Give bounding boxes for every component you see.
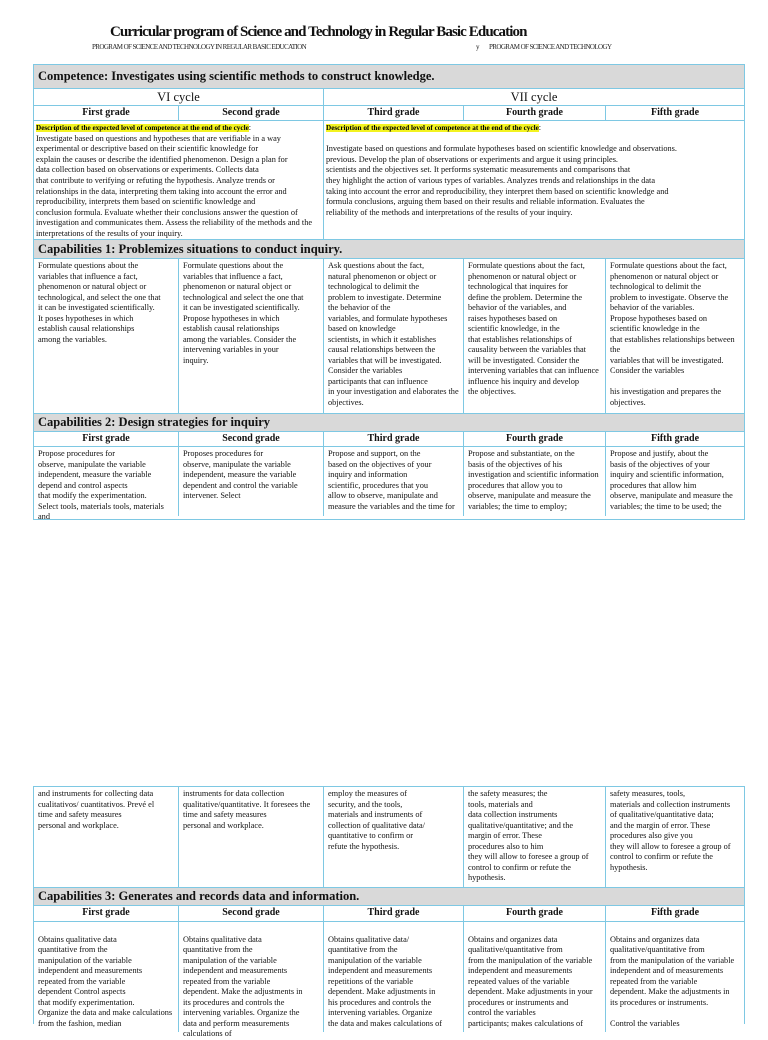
subtitle-separator: y <box>476 43 480 51</box>
document-title: Curricular program of Science and Technology in Regular Basic Education <box>110 24 527 40</box>
document-subtitle-right: PROGRAM OF SCIENCE AND TECHNOLOGY <box>489 43 612 51</box>
cap1-cell-grade-4: Formulate questions about the fact, phenomenon or natural object or technological that inquires for define the problem. Determine the behavior of the variables, and raises hypotheses based on scientific knowledge, in the that establishes relationships of causality between the variables that will be investigated. Consider the intervening variables that can influence influence his inquiry and develop the objectives. <box>464 259 606 413</box>
cap2-cont-grade-5: safety measures, tools, materials and collection instruments of qualitative/quantitative data; and the margin of error. These procedures also give you they will allow to foresee a group of control to confirm or refute the hypothesis. <box>610 789 731 872</box>
cap2-cell-grade-5: Propose and justify, about the basis of the objectives of your inquiry and scientific information, procedures that allow him observe, manipulate and measure the variables; the time to be used; the <box>610 449 733 511</box>
cap3-grade-header-4: Fourth grade <box>464 906 606 921</box>
cap3-grade-header-2: Second grade <box>179 906 324 921</box>
cap2-cell-grade-1: Propose procedures for observe, manipulate the variable independent, measure the variable depend and control aspects that modify the experimentation. Select tools, materials tools, materials and <box>34 447 179 516</box>
cap1-cell-grade-1: Formulate questions about the variables that influence a fact, phenomenon or natural object or technological, and select the one that it can be investigated scientifically. It poses hypotheses in which establish causal relationships among the variables. <box>34 259 179 413</box>
cap2-grade-header-1: First grade <box>34 432 179 446</box>
capability-2-title: Capabilities 2: Design strategies for inquiry <box>34 414 744 432</box>
cap3-grade-header-5: Fifth grade <box>650 907 700 918</box>
cap2-grade-header-2: Second grade <box>179 432 324 446</box>
cap3-grade-header-row <box>34 906 744 922</box>
cycle-row <box>34 89 744 106</box>
grade-header-row <box>34 106 744 121</box>
cap2-grade-header-5: Fifth grade <box>650 433 700 444</box>
cycle-vii-header: VII cycle <box>510 90 558 104</box>
capability-1-row <box>34 259 744 414</box>
grade-header-4: Fourth grade <box>464 106 606 120</box>
description-highlight: Description of the expected level of competence at the end of the cycle <box>36 124 249 132</box>
grade-header-5: Fifth grade <box>650 107 700 118</box>
grade-header-2: Second grade <box>179 106 324 120</box>
description-highlight-vii: Description of the expected level of competence at the end of the cycle <box>326 124 539 132</box>
continuation-table <box>33 786 745 1038</box>
description-vi: Description of the expected level of competence at the end of the cycle: Investigate based on questions and hypotheses that are verifiable in a way experimental or descriptive based on their scientific knowledge for explain the causes or describe the identified phenomenon. Design a plan for data collection based on observations or experiments. Collects data that contribute to verifying or refuting the hypothesis. Analyze trends or relationships in the data, interpreting them taking into account the error and reproducibility, interprets them based on scientific knowledge and conclusion formula. Evaluate whether their conclusions answer the question of investigation and communicates them. Assess the reliability of the methods and the interpretations of the results of your inquiry. <box>34 121 324 239</box>
competence-table <box>33 64 745 520</box>
capability-1-title: Capabilities 1: Problemizes situations to conduct inquiry. <box>34 240 744 259</box>
cap2-cont-grade-2: instruments for data collection qualitative/quantitative. It foresees the time and safety measures personal and workplace. <box>179 787 324 887</box>
cap3-cell-grade-1: Obtains qualitative data quantitative from the manipulation of the variable independent and measurements repeated from the variable dependent Control aspects that modify experimentation. Organize the data and make calculations from the fashion, median <box>34 922 179 1032</box>
cap1-cell-grade-3: Ask questions about the fact, natural phenomenon or object or technological to delimit the problem to investigate. Determine the behavior of the variables, and formulate hypotheses based on knowledge scientists, in which it establishes causal relationships between the variables that will be investigated. Consider the variables participants that can influence in your investigation and elaborates the objectives. <box>324 259 464 413</box>
cap1-cell-grade-2: Formulate questions about the variables that influence a fact, phenomenon or natural object or technological and select the one that it can be investigated scientifically. Propose hypotheses in which establish causal relationships among the variables. Consider the intervening variables in your inquiry. <box>179 259 324 413</box>
cap3-grade-header-1: First grade <box>34 906 179 921</box>
description-vi-text: Investigate based on questions and hypotheses that are verifiable in a way experimental or descriptive based on their scientific knowledge for explain the causes or describe the identified phenomenon. Design a plan for data collection based on observations or experiments. Collects data that contribute to verifying or refuting the hypothesis. Analyze trends or relationships in the data, interpreting them taking into account the error and reproducibility, interprets them based on scientific knowledge and conclusion formula. Evaluate whether their conclusions answer the question of investigation and communicates them. Assess the reliability of the methods and the interpretations of the results of your inquiry. <box>36 133 313 238</box>
cap3-cell-grade-2: Obtains qualitative data quantitative from the manipulation of the variable independent and measurements repeated from the variable dependent. Make the adjustments in its procedures and controls the intervening variables. Organize the data and perform measurements calculations of <box>179 922 324 1032</box>
description-vii: Description of the expected level of competence at the end of the cycle: Investigate based on questions and formulate hypotheses based on scientific knowledge and observations. previous. Develop the plan of observations or experiments and argue it using principles. scientists and the objectives set. It performs systematic measurements and comparisons that they highlight the action of various types of variables. Analyzes trends and relationships in the data taking into account the error and reproducibility, they interpret them based on scientific knowledge and formula conclusions, arguing them based on their results and reliable information. Evaluates the reliability of the methods and interpretations of the results of your inquiry. <box>326 123 677 217</box>
cap2-grade-header-4: Fourth grade <box>464 432 606 446</box>
cap2-cell-grade-4: Propose and substantiate, on the basis of the objectives of his investigation and scientific information procedures that allow you to observe, manipulate and measure the variables; the time to employ; <box>464 447 606 516</box>
cap2-cont-grade-1: and instruments for collecting data cualitativos/ cuantitativos. Prevé el time and safety measures personal and workplace. <box>34 787 179 887</box>
cap2-grade-header-row <box>34 432 744 447</box>
cap3-grade-header-3: Third grade <box>324 906 464 921</box>
cap2-cell-grade-3: Propose and support, on the based on the objectives of your inquiry and information scientific, procedures that you allow to observe, manipulate and measure the variables and the time for <box>324 447 464 516</box>
description-vii-text: Investigate based on questions and formulate hypotheses based on scientific knowledge and observations. previous. Develop the plan of observations or experiments and argue it using principles. scientists and the objectives set. It performs systematic measurements and comparisons that they highlight the action of various types of variables. Analyzes trends and relationships in the data taking into account the error and reproducibility, they interpret them based on scientific knowledge and formula conclusions, arguing them based on their results and reliable information. Evaluates the reliability of the methods and interpretations of the results of your inquiry. <box>326 144 677 217</box>
cap1-cell-grade-5: Formulate questions about the fact, phenomenon or natural object or technological to delimit the problem to investigate. Observe the behavior of the variables. Propose hypotheses based on scientific knowledge in the that establishes relationships between the variables that will be investigated. Consider the variables his investigation and prepares the objectives. <box>610 261 735 407</box>
cycle-vi-header: VI cycle <box>34 89 324 105</box>
cap3-cell-grade-5: Obtains and organizes data qualitative/quantitative from from the manipulation of the variable independent and of measurements repeated from the variable dependent. Make the adjustments in its procedures or instruments. Control the variables <box>610 934 735 1028</box>
capability-3-row <box>34 922 744 1038</box>
cap3-cell-grade-4: Obtains and organizes data qualitative/quantitative from from the manipulation of the variable independent and measurements repeated values of the variable dependent. Make adjustments in your procedures or instruments and control the variables participants; makes calculations of <box>464 922 606 1032</box>
capability-2-row-top <box>34 447 744 521</box>
cap2-cell-grade-2: Proposes procedures for observe, manipulate the variable independent, measure the variable dependent and control the variable intervener. Select <box>179 447 324 516</box>
cap2-cont-grade-3: employ the measures of security, and the tools, materials and instruments of collection of qualitative data/ quantitative to confirm or refute the hypothesis. <box>324 787 464 887</box>
cap2-cont-grade-4: the safety measures; the tools, materials and data collection instruments qualitative/quantitative; and the margin of error. These procedures also to him they will allow to foresee a group of control to confirm or refute the hypothesis. <box>464 787 606 887</box>
cap2-grade-header-3: Third grade <box>324 432 464 446</box>
document-subtitle: PROGRAM OF SCIENCE AND TECHNOLOGY IN REGULAR BASIC EDUCATION <box>92 43 307 51</box>
grade-header-3: Third grade <box>324 106 464 120</box>
capability-2-row-bottom <box>34 787 744 888</box>
competence-title: Competence: Investigates using scientific methods to construct knowledge. <box>34 65 744 89</box>
capability-3-title: Capabilities 3: Generates and records data and information. <box>34 888 744 906</box>
cap3-cell-grade-3: Obtains qualitative data/ quantitative from the manipulation of the variable independent and measurements repetitions of the variable dependent. Make adjustments in his procedures and controls the intervening variables. Organize the data and makes calculations of <box>324 922 464 1032</box>
grade-header-1: First grade <box>34 106 179 120</box>
description-row <box>34 121 744 240</box>
